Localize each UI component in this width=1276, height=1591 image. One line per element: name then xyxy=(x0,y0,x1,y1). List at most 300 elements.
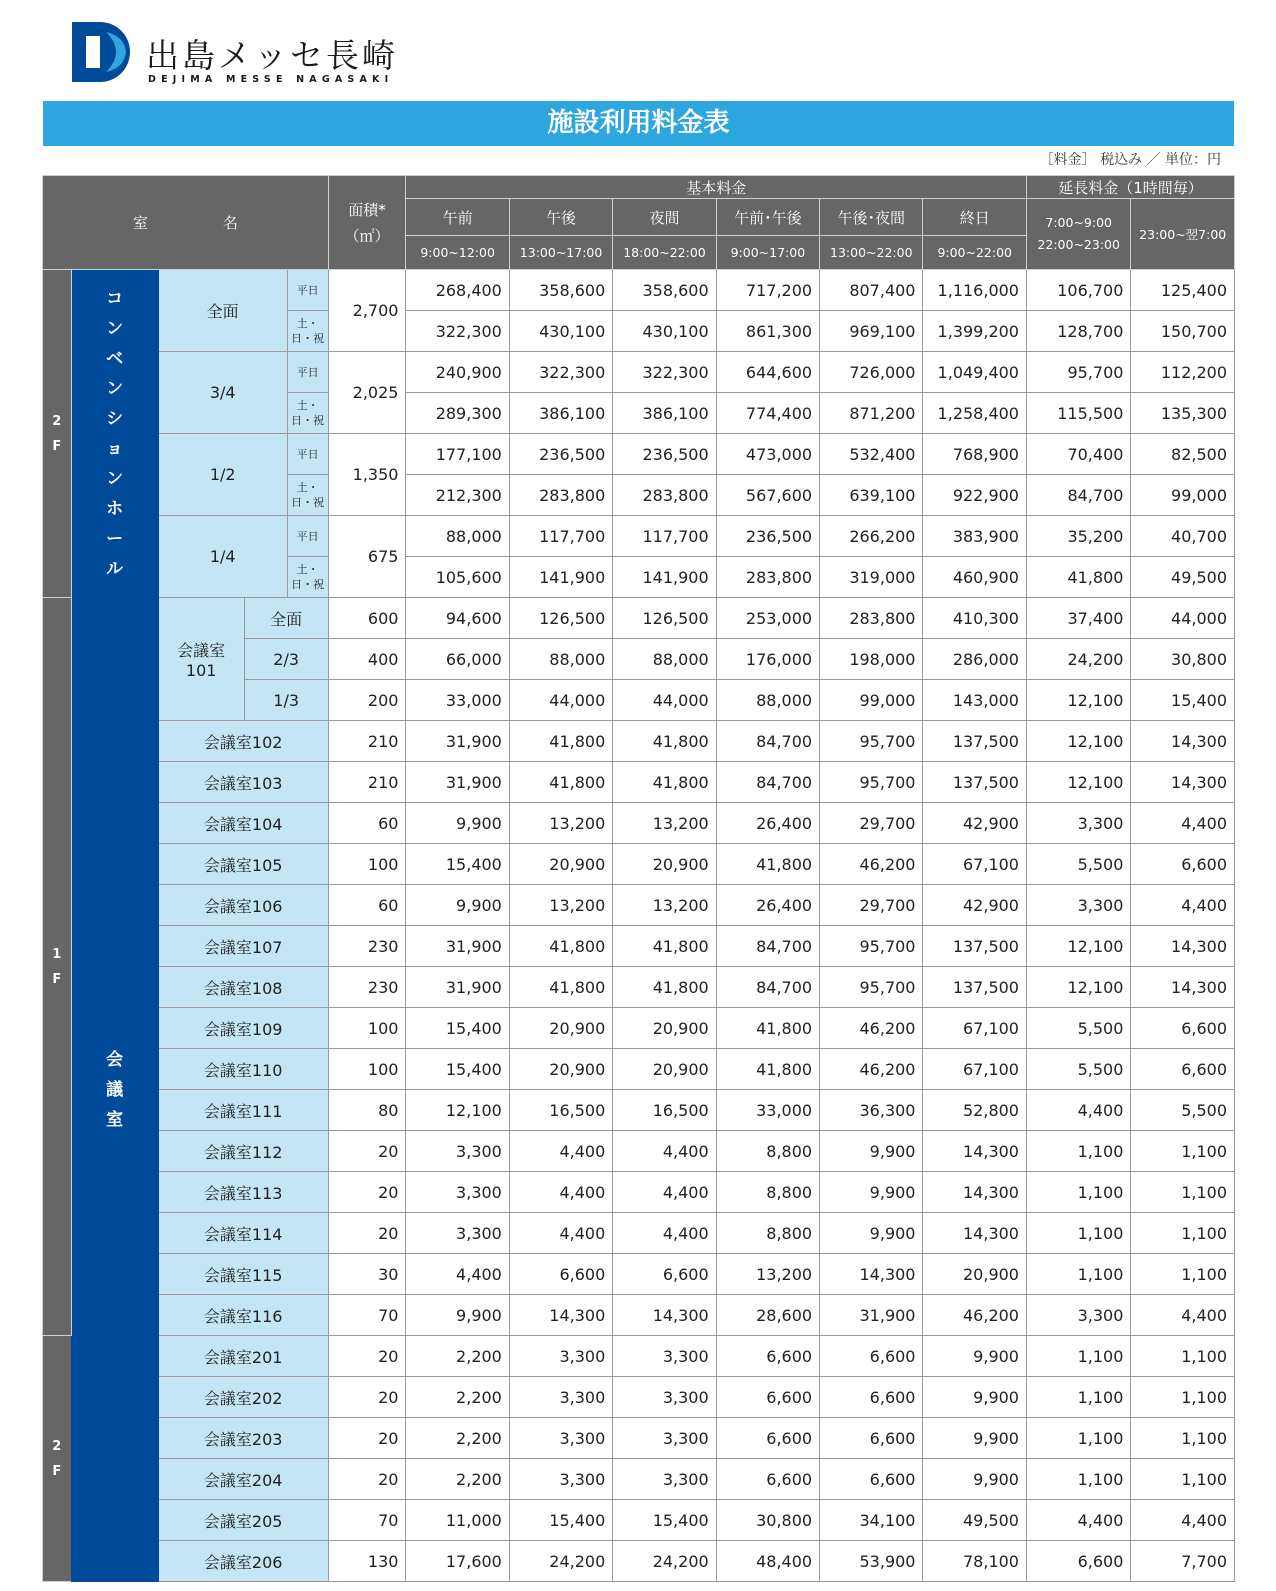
fee-cell: 15,400 xyxy=(406,1008,509,1049)
hall-section-name: 1/2 xyxy=(158,434,287,516)
room-name: 会議室108 xyxy=(158,967,328,1008)
area-cell: 20 xyxy=(328,1459,406,1500)
holiday-label: 土・ 日・祝 xyxy=(287,475,328,516)
table-row xyxy=(43,270,1235,311)
col-header: 午後･夜間 xyxy=(820,199,923,236)
fee-cell: 67,100 xyxy=(923,1008,1027,1049)
fee-cell: 4,400 xyxy=(1131,1500,1235,1541)
fee-cell: 53,900 xyxy=(820,1541,923,1582)
fee-cell: 88,000 xyxy=(406,516,509,557)
fee-cell: 6,600 xyxy=(1026,1541,1130,1582)
table-row xyxy=(43,844,1235,885)
fee-cell: 430,100 xyxy=(613,311,716,352)
fee-cell: 106,700 xyxy=(1026,270,1130,311)
fee-cell: 289,300 xyxy=(406,393,509,434)
fee-cell: 4,400 xyxy=(509,1172,612,1213)
fee-cell: 35,200 xyxy=(1026,516,1130,557)
fee-cell: 8,800 xyxy=(716,1131,819,1172)
fee-cell: 99,000 xyxy=(1131,475,1235,516)
fee-cell: 126,500 xyxy=(613,598,716,639)
room-name: 会議室111 xyxy=(158,1090,328,1131)
fee-cell: 1,100 xyxy=(1131,1131,1235,1172)
fee-cell: 141,900 xyxy=(613,557,716,598)
area-cell: 20 xyxy=(328,1213,406,1254)
fee-cell: 4,400 xyxy=(509,1213,612,1254)
fee-cell: 84,700 xyxy=(716,762,819,803)
fee-cell: 141,900 xyxy=(509,557,612,598)
fee-cell: 3,300 xyxy=(1026,1295,1130,1336)
fee-cell: 52,800 xyxy=(923,1090,1027,1131)
fee-cell: 41,800 xyxy=(509,762,612,803)
fee-cell: 3,300 xyxy=(1026,803,1130,844)
fee-cell: 15,400 xyxy=(509,1500,612,1541)
fee-cell: 14,300 xyxy=(613,1295,716,1336)
fee-cell: 9,900 xyxy=(406,803,509,844)
fee-cell: 67,100 xyxy=(923,844,1027,885)
room-name: 会議室201 xyxy=(158,1336,328,1377)
room-name: 会議室202 xyxy=(158,1377,328,1418)
room-name: 会議室103 xyxy=(158,762,328,803)
fee-cell: 1,100 xyxy=(1026,1172,1130,1213)
fee-cell: 807,400 xyxy=(820,270,923,311)
fee-cell: 8,800 xyxy=(716,1213,819,1254)
fee-cell: 726,000 xyxy=(820,352,923,393)
room-name: 会議室116 xyxy=(158,1295,328,1336)
fee-cell: 4,400 xyxy=(406,1254,509,1295)
table-row xyxy=(43,1213,1235,1254)
fee-cell: 410,300 xyxy=(923,598,1027,639)
fee-cell: 386,100 xyxy=(509,393,612,434)
area-cell: 60 xyxy=(328,885,406,926)
time-header: 13:00~17:00 xyxy=(509,236,612,270)
area-cell: 70 xyxy=(328,1295,406,1336)
area-cell: 20 xyxy=(328,1131,406,1172)
fee-cell: 861,300 xyxy=(716,311,819,352)
fee-cell: 3,300 xyxy=(509,1459,612,1500)
fee-cell: 14,300 xyxy=(923,1172,1027,1213)
fee-cell: 9,900 xyxy=(923,1336,1027,1377)
fee-cell: 319,000 xyxy=(820,557,923,598)
fee-cell: 30,800 xyxy=(1131,639,1235,680)
fee-cell: 6,600 xyxy=(820,1336,923,1377)
fee-cell: 20,900 xyxy=(923,1254,1027,1295)
fee-cell: 33,000 xyxy=(716,1090,819,1131)
fee-cell: 268,400 xyxy=(406,270,509,311)
fee-cell: 117,700 xyxy=(613,516,716,557)
fee-cell: 66,000 xyxy=(406,639,509,680)
fee-cell: 137,500 xyxy=(923,721,1027,762)
fee-cell: 94,600 xyxy=(406,598,509,639)
area-cell: 200 xyxy=(328,680,406,721)
table-row xyxy=(43,434,1235,475)
area-cell: 130 xyxy=(328,1541,406,1582)
col-header: 午後 xyxy=(509,199,612,236)
table-row xyxy=(43,926,1235,967)
room-name: 会議室102 xyxy=(158,721,328,762)
page-title: 施設利用料金表 xyxy=(43,101,1234,146)
table-row xyxy=(43,352,1235,393)
fee-cell: 84,700 xyxy=(716,926,819,967)
fee-cell: 41,800 xyxy=(613,721,716,762)
table-row xyxy=(43,1377,1235,1418)
fee-cell: 473,000 xyxy=(716,434,819,475)
fee-cell: 44,000 xyxy=(613,680,716,721)
fee-cell: 99,000 xyxy=(820,680,923,721)
fee-cell: 115,500 xyxy=(1026,393,1130,434)
fee-cell: 41,800 xyxy=(716,1049,819,1090)
room-name-header: 室 名 xyxy=(43,176,329,270)
fee-cell: 322,300 xyxy=(406,311,509,352)
fee-cell: 1,100 xyxy=(1026,1254,1130,1295)
fee-cell: 15,400 xyxy=(613,1500,716,1541)
fee-cell: 5,500 xyxy=(1026,1049,1130,1090)
fee-cell: 1,100 xyxy=(1026,1131,1130,1172)
fee-cell: 13,200 xyxy=(613,803,716,844)
fee-cell: 9,900 xyxy=(923,1377,1027,1418)
fee-cell: 26,400 xyxy=(716,803,819,844)
fee-cell: 31,900 xyxy=(820,1295,923,1336)
fee-cell: 41,800 xyxy=(509,967,612,1008)
fee-cell: 236,500 xyxy=(613,434,716,475)
ext-time-header: 23:00~翌7:00 xyxy=(1131,199,1235,270)
hall-section-name: 3/4 xyxy=(158,352,287,434)
logo-subtitle: DEJIMA MESSE NAGASAKI xyxy=(148,74,394,85)
fee-cell: 44,000 xyxy=(1131,598,1235,639)
fee-cell: 774,400 xyxy=(716,393,819,434)
fee-cell: 28,600 xyxy=(716,1295,819,1336)
fee-cell: 9,900 xyxy=(923,1459,1027,1500)
area-cell: 100 xyxy=(328,1008,406,1049)
fee-cell: 14,300 xyxy=(923,1213,1027,1254)
table-row xyxy=(43,1131,1235,1172)
area-cell: 20 xyxy=(328,1418,406,1459)
col-header: 終日 xyxy=(923,199,1027,236)
col-header: 夜間 xyxy=(613,199,716,236)
fee-cell: 41,800 xyxy=(1026,557,1130,598)
fee-cell: 4,400 xyxy=(509,1131,612,1172)
fee-cell: 41,800 xyxy=(613,762,716,803)
fee-cell: 969,100 xyxy=(820,311,923,352)
fee-cell: 358,600 xyxy=(509,270,612,311)
fee-cell: 6,600 xyxy=(716,1418,819,1459)
room-name: 会議室114 xyxy=(158,1213,328,1254)
fee-cell: 1,100 xyxy=(1026,1377,1130,1418)
fee-cell: 88,000 xyxy=(509,639,612,680)
time-header: 18:00~22:00 xyxy=(613,236,716,270)
fee-cell: 4,400 xyxy=(1026,1500,1130,1541)
fee-cell: 9,900 xyxy=(820,1172,923,1213)
fee-cell: 95,700 xyxy=(820,721,923,762)
time-header: 9:00~17:00 xyxy=(716,236,819,270)
fee-cell: 20,900 xyxy=(613,1049,716,1090)
fee-cell: 6,600 xyxy=(820,1459,923,1500)
floor-label: 2 F xyxy=(43,1336,72,1582)
fee-cell: 4,400 xyxy=(613,1131,716,1172)
fee-cell: 137,500 xyxy=(923,967,1027,1008)
fee-cell: 1,100 xyxy=(1131,1336,1235,1377)
fee-cell: 128,700 xyxy=(1026,311,1130,352)
fee-cell: 13,200 xyxy=(509,803,612,844)
room-name: 会議室105 xyxy=(158,844,328,885)
fee-cell: 17,600 xyxy=(406,1541,509,1582)
venue-label-meeting: 会 議 室 xyxy=(71,598,158,1582)
fee-cell: 46,200 xyxy=(923,1295,1027,1336)
fee-cell: 12,100 xyxy=(1026,967,1130,1008)
fee-cell: 12,100 xyxy=(1026,721,1130,762)
fee-cell: 42,900 xyxy=(923,803,1027,844)
fee-cell: 3,300 xyxy=(613,1336,716,1377)
fee-cell: 16,500 xyxy=(613,1090,716,1131)
fee-cell: 9,900 xyxy=(820,1213,923,1254)
fee-cell: 49,500 xyxy=(1131,557,1235,598)
fee-cell: 1,100 xyxy=(1131,1172,1235,1213)
fee-cell: 41,800 xyxy=(509,721,612,762)
fee-cell: 95,700 xyxy=(820,762,923,803)
area-header: 面積* （㎡） xyxy=(328,176,406,270)
fee-table-body xyxy=(43,270,1235,1582)
fee-cell: 6,600 xyxy=(509,1254,612,1295)
weekday-label: 平日 xyxy=(287,516,328,557)
fee-cell: 95,700 xyxy=(820,926,923,967)
fee-cell: 24,200 xyxy=(509,1541,612,1582)
fee-cell: 266,200 xyxy=(820,516,923,557)
fee-cell: 2,200 xyxy=(406,1459,509,1500)
fee-cell: 322,300 xyxy=(613,352,716,393)
area-cell: 30 xyxy=(328,1254,406,1295)
fee-cell: 6,600 xyxy=(716,1377,819,1418)
fee-cell: 283,800 xyxy=(613,475,716,516)
table-row xyxy=(43,598,1235,639)
fee-cell: 253,000 xyxy=(716,598,819,639)
table-row xyxy=(43,721,1235,762)
area-cell: 60 xyxy=(328,803,406,844)
floor-label: 2 F xyxy=(43,270,72,598)
fee-cell: 16,500 xyxy=(509,1090,612,1131)
fee-cell: 112,200 xyxy=(1131,352,1235,393)
fee-cell: 1,399,200 xyxy=(923,311,1027,352)
col-header: 午前 xyxy=(406,199,509,236)
fee-cell: 430,100 xyxy=(509,311,612,352)
room-name: 会議室203 xyxy=(158,1418,328,1459)
fee-cell: 44,000 xyxy=(509,680,612,721)
fee-cell: 717,200 xyxy=(716,270,819,311)
fee-cell: 46,200 xyxy=(820,1049,923,1090)
fee-cell: 3,300 xyxy=(406,1172,509,1213)
fee-cell: 644,600 xyxy=(716,352,819,393)
fee-cell: 12,100 xyxy=(1026,680,1130,721)
fee-cell: 8,800 xyxy=(716,1172,819,1213)
fee-cell: 871,200 xyxy=(820,393,923,434)
fee-cell: 198,000 xyxy=(820,639,923,680)
fee-table xyxy=(42,175,1235,1582)
fee-cell: 20,900 xyxy=(509,1049,612,1090)
fee-cell: 3,300 xyxy=(613,1377,716,1418)
room-name: 会議室107 xyxy=(158,926,328,967)
fee-cell: 31,900 xyxy=(406,967,509,1008)
room-division-name: 1/3 xyxy=(244,680,328,721)
fee-cell: 105,600 xyxy=(406,557,509,598)
room-name: 会議室 101 xyxy=(158,598,244,721)
fee-cell: 24,200 xyxy=(1026,639,1130,680)
fee-cell: 358,600 xyxy=(613,270,716,311)
fee-cell: 95,700 xyxy=(1026,352,1130,393)
fee-cell: 1,100 xyxy=(1026,1213,1130,1254)
fee-cell: 3,300 xyxy=(509,1418,612,1459)
fee-cell: 2,200 xyxy=(406,1418,509,1459)
fee-cell: 286,000 xyxy=(923,639,1027,680)
fee-cell: 4,400 xyxy=(1131,1295,1235,1336)
fee-cell: 1,100 xyxy=(1026,1336,1130,1377)
weekday-label: 平日 xyxy=(287,270,328,311)
table-row xyxy=(43,1172,1235,1213)
fee-cell: 1,100 xyxy=(1131,1459,1235,1500)
fee-cell: 117,700 xyxy=(509,516,612,557)
room-division-name: 全面 xyxy=(244,598,328,639)
fee-cell: 6,600 xyxy=(820,1377,923,1418)
fee-cell: 6,600 xyxy=(613,1254,716,1295)
room-name: 会議室109 xyxy=(158,1008,328,1049)
fee-cell: 1,258,400 xyxy=(923,393,1027,434)
fee-cell: 84,700 xyxy=(716,967,819,1008)
fee-cell: 143,000 xyxy=(923,680,1027,721)
area-cell: 675 xyxy=(328,516,406,598)
fee-cell: 1,049,400 xyxy=(923,352,1027,393)
fee-cell: 283,800 xyxy=(716,557,819,598)
table-row xyxy=(43,516,1235,557)
area-cell: 210 xyxy=(328,762,406,803)
fee-cell: 283,800 xyxy=(820,598,923,639)
fee-cell: 14,300 xyxy=(820,1254,923,1295)
fee-cell: 78,100 xyxy=(923,1541,1027,1582)
fee-cell: 14,300 xyxy=(1131,721,1235,762)
fee-cell: 1,100 xyxy=(1131,1254,1235,1295)
fee-cell: 14,300 xyxy=(509,1295,612,1336)
table-row xyxy=(43,1254,1235,1295)
fee-cell: 567,600 xyxy=(716,475,819,516)
fee-cell: 9,900 xyxy=(406,1295,509,1336)
fee-cell: 31,900 xyxy=(406,721,509,762)
table-row xyxy=(43,803,1235,844)
table-row xyxy=(43,1049,1235,1090)
fee-cell: 4,400 xyxy=(613,1172,716,1213)
room-division-name: 2/3 xyxy=(244,639,328,680)
area-cell: 100 xyxy=(328,1049,406,1090)
fee-cell: 41,800 xyxy=(716,844,819,885)
table-row xyxy=(43,1090,1235,1131)
fee-cell: 1,100 xyxy=(1131,1418,1235,1459)
extension-fee-header: 延長料金（1時間毎） xyxy=(1026,176,1234,199)
fee-cell: 41,800 xyxy=(613,926,716,967)
holiday-label: 土・ 日・祝 xyxy=(287,393,328,434)
fee-cell: 126,500 xyxy=(509,598,612,639)
fee-cell: 31,900 xyxy=(406,926,509,967)
table-row xyxy=(43,967,1235,1008)
time-header: 9:00~22:00 xyxy=(923,236,1027,270)
fee-cell: 2,200 xyxy=(406,1377,509,1418)
fee-cell: 176,000 xyxy=(716,639,819,680)
fee-cell: 137,500 xyxy=(923,926,1027,967)
fee-cell: 15,400 xyxy=(1131,680,1235,721)
fee-cell: 34,100 xyxy=(820,1500,923,1541)
fee-cell: 236,500 xyxy=(716,516,819,557)
table-row xyxy=(43,1295,1235,1336)
fee-cell: 1,100 xyxy=(1026,1418,1130,1459)
table-row xyxy=(43,1008,1235,1049)
fee-cell: 13,200 xyxy=(613,885,716,926)
fee-cell: 49,500 xyxy=(923,1500,1027,1541)
room-name: 会議室206 xyxy=(158,1541,328,1582)
fee-cell: 14,300 xyxy=(1131,762,1235,803)
fee-cell: 386,100 xyxy=(613,393,716,434)
room-name: 会議室112 xyxy=(158,1131,328,1172)
area-cell: 20 xyxy=(328,1336,406,1377)
fee-cell: 46,200 xyxy=(820,844,923,885)
fee-cell: 6,600 xyxy=(1131,1008,1235,1049)
fee-cell: 12,100 xyxy=(1026,762,1130,803)
fee-cell: 236,500 xyxy=(509,434,612,475)
fee-cell: 41,800 xyxy=(716,1008,819,1049)
weekday-label: 平日 xyxy=(287,352,328,393)
fee-cell: 20,900 xyxy=(613,844,716,885)
fee-cell: 37,400 xyxy=(1026,598,1130,639)
fee-cell: 137,500 xyxy=(923,762,1027,803)
table-row xyxy=(43,1459,1235,1500)
fee-cell: 15,400 xyxy=(406,844,509,885)
fee-cell: 768,900 xyxy=(923,434,1027,475)
fee-cell: 532,400 xyxy=(820,434,923,475)
hall-section-name: 1/4 xyxy=(158,516,287,598)
fee-cell: 40,700 xyxy=(1131,516,1235,557)
fee-cell: 29,700 xyxy=(820,803,923,844)
fee-cell: 460,900 xyxy=(923,557,1027,598)
room-name: 会議室113 xyxy=(158,1172,328,1213)
fee-cell: 177,100 xyxy=(406,434,509,475)
fee-cell: 6,600 xyxy=(1131,844,1235,885)
fee-cell: 125,400 xyxy=(1131,270,1235,311)
area-cell: 1,350 xyxy=(328,434,406,516)
fee-cell: 922,900 xyxy=(923,475,1027,516)
area-cell: 230 xyxy=(328,926,406,967)
venue-label-hall: コ ン ベ ン シ ョ ン ホ ー ル xyxy=(71,270,158,598)
col-header: 午前･午後 xyxy=(716,199,819,236)
area-cell: 600 xyxy=(328,598,406,639)
floor-label: 1 F xyxy=(43,598,72,1336)
fee-cell: 9,900 xyxy=(923,1418,1027,1459)
fee-cell: 4,400 xyxy=(1131,885,1235,926)
fee-cell: 6,600 xyxy=(1131,1049,1235,1090)
fee-cell: 283,800 xyxy=(509,475,612,516)
table-row xyxy=(43,1418,1235,1459)
fee-cell: 5,500 xyxy=(1026,1008,1130,1049)
fee-cell: 3,300 xyxy=(509,1377,612,1418)
dejima-logo-icon xyxy=(72,22,134,82)
fee-cell: 4,400 xyxy=(1131,803,1235,844)
fee-cell: 95,700 xyxy=(820,967,923,1008)
fee-cell: 9,900 xyxy=(406,885,509,926)
fee-cell: 3,300 xyxy=(1026,885,1130,926)
fee-cell: 1,100 xyxy=(1131,1377,1235,1418)
logo-wordmark: 出島メッセ長崎 xyxy=(146,36,398,75)
fee-cell: 383,900 xyxy=(923,516,1027,557)
fee-cell: 20,900 xyxy=(613,1008,716,1049)
fee-cell: 29,700 xyxy=(820,885,923,926)
table-row xyxy=(43,885,1235,926)
fee-cell: 5,500 xyxy=(1131,1090,1235,1131)
basic-fee-header: 基本料金 xyxy=(406,176,1027,199)
fee-cell: 20,900 xyxy=(509,1008,612,1049)
fee-cell: 1,100 xyxy=(1131,1213,1235,1254)
room-name: 会議室106 xyxy=(158,885,328,926)
